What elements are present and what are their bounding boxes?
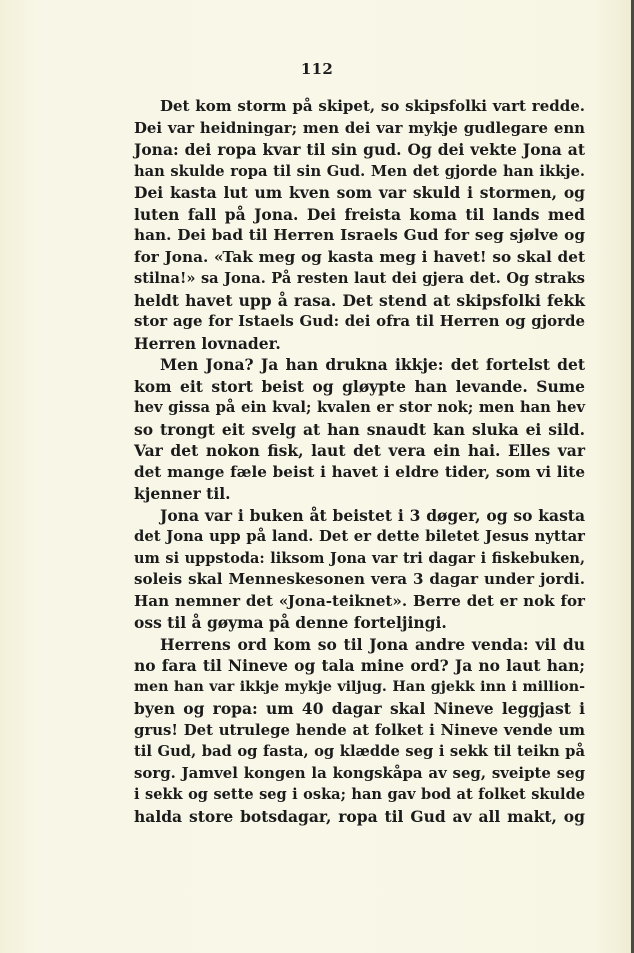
text-line: det Jona upp på land. Det er dette biletet Jesus nyttar xyxy=(134,528,585,545)
text-line: Det kom storm på skipet, so skipsfolki vart redde. xyxy=(160,97,585,115)
body-text xyxy=(134,96,585,827)
text-line: Dei kasta lut um kven som var skuld i stormen, og xyxy=(134,183,585,202)
text-line: stilna!» sa Jona. På resten laut dei gjera det. Og straks xyxy=(134,270,585,287)
text-line: so trongt eit svelg at han snaudt kan sluka ei sild. xyxy=(134,419,585,439)
text-line: han. Dei bad til Herren Israels Gud for seg sjølve og xyxy=(134,226,585,244)
text-line: sorg. Jamvel kongen la kongskåpa av seg, sveipte seg xyxy=(134,763,585,782)
text-line: stor age for Istaels Gud: dei ofra til Herren og gjorde xyxy=(134,312,585,330)
text-line: han skulde ropa til sin Gud. Men det gjorde han ikkje. xyxy=(134,162,585,180)
text-line: soleis skal Menneskesonen vera 3 dagar under jordi. xyxy=(134,570,585,588)
text-line: for Jona. «Tak meg og kasta meg i havet! so skal det xyxy=(134,247,585,266)
text-line: oss til å gøyma på denne forteljingi. xyxy=(134,613,447,632)
text-line: hev gissa på ein kval; kvalen er stor nok; men han hev xyxy=(134,399,585,416)
text-line: Men Jona? Ja han drukna ikkje: det fortelst det xyxy=(160,355,585,374)
text-line: Herren lovnader. xyxy=(134,333,281,353)
text-line: Han nemner det «Jona-teiknet». Berre det er nok for xyxy=(134,591,585,610)
text-line: Var det nokon fisk, laut det vera ein hai. Elles var xyxy=(134,441,585,460)
text-line: Jona var i buken åt beistet i 3 døger, og so kasta xyxy=(160,505,585,525)
text-line: grus! Det utrulege hende at folket i Nineve vende um xyxy=(134,720,585,739)
text-line: no fara til Nineve og tala mine ord? Ja no laut han; xyxy=(134,656,585,675)
text-line: halda store botsdagar, ropa til Gud av all makt, og xyxy=(134,806,585,826)
text-line: det mange fæle beist i havet i eldre tider, som vi lite xyxy=(134,462,585,481)
text-line: heldt havet upp å rasa. Det stend at skipsfolki fekk xyxy=(134,290,585,310)
text-line: byen og ropa: um 40 dagar skal Nineve leggjast i xyxy=(134,699,585,718)
text-line: kom eit stort beist og gløypte han levande. Sume xyxy=(134,376,585,396)
page-number: 112 xyxy=(300,60,334,78)
text-line: Herrens ord kom so til Jona andre venda: vil du xyxy=(160,634,585,654)
text-line: til Gud, bad og fasta, og klædde seg i sekk til teikn på xyxy=(134,743,585,760)
text-line: i sekk og sette seg i oska; han gav bod at folket skulde xyxy=(134,786,585,803)
text-line: Dei var heidningar; men dei var mykje gudlegare enn xyxy=(134,118,585,137)
text-line: luten fall på Jona. Dei freista koma til lands med xyxy=(134,204,585,224)
text-line: men han var ikkje mykje viljug. Han gjekk inn i million- xyxy=(134,678,585,695)
text-line: Jona: dei ropa kvar til sin gud. Og dei vekte Jona at xyxy=(134,140,585,159)
text-line: kjenner til. xyxy=(134,484,231,503)
text-line: um si uppstoda: liksom Jona var tri dagar i fiskebuken, xyxy=(134,549,585,567)
